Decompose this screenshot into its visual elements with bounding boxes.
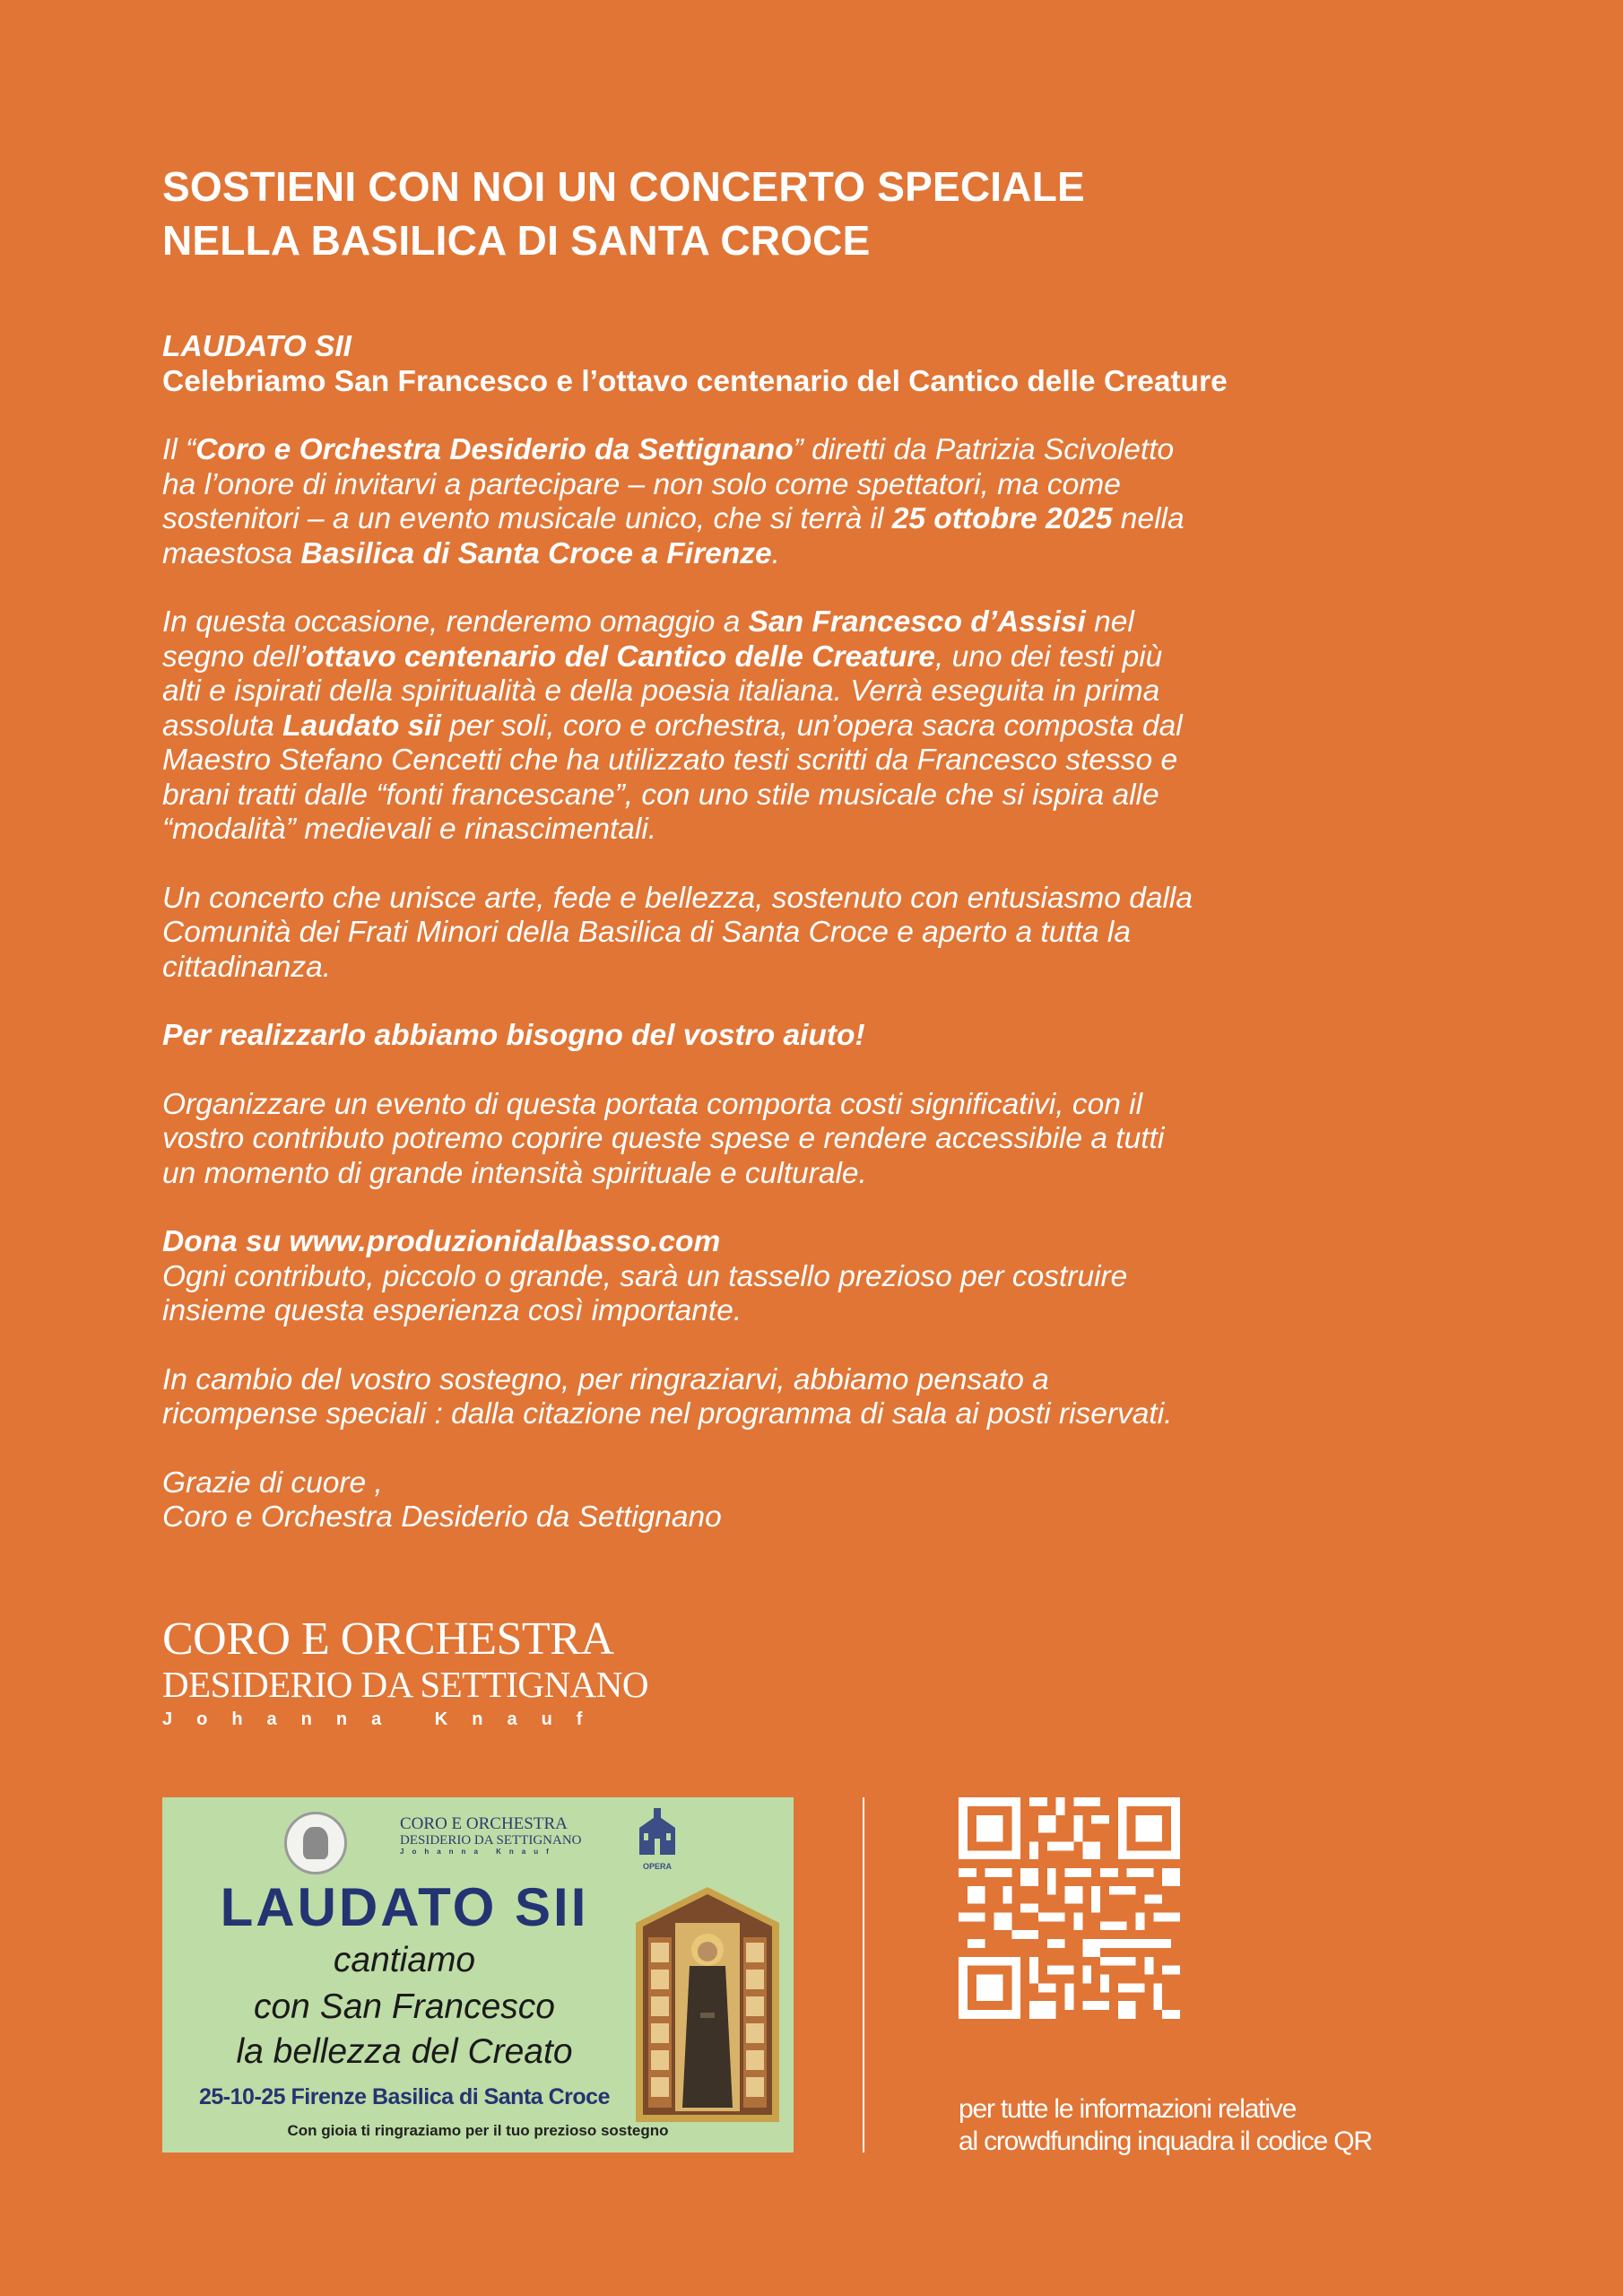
paragraph-6 <box>162 1225 1292 1329</box>
mini-logo-line-3: Johanna Knauf <box>400 1848 557 1856</box>
p3-line-3: cittadinanza. <box>162 950 332 984</box>
concert-banner <box>162 1797 794 2152</box>
banner-title: LAUDATO SII <box>220 1877 589 1937</box>
banner-date-line: 25-10-25 Firenze Basilica di Santa Croce <box>199 2084 610 2109</box>
paragraph-2 <box>162 605 1292 848</box>
p1-line-2: ha l’onore di invitarvi a partecipare – non solo come spettatori, ma come <box>162 467 1121 501</box>
p2-work-title: Laudato sii <box>282 709 441 743</box>
banner-line-2: con San Francesco <box>253 1987 555 2026</box>
p2-text: segno dell’ <box>162 639 307 674</box>
p2-line-1 <box>162 605 1292 640</box>
logo-line-3: Johanna Knauf <box>162 1709 607 1729</box>
intro-subheading: Celebriamo San Francesco e l’ottavo centenario del Cantico delle Creature <box>162 364 1228 398</box>
p2-line-6: brani tratti dalle “fonti francescane”, con uno stile musicale che si ispira alle <box>162 778 1159 812</box>
p2-line-7: “modalità” medievali e rinascimentali. <box>162 813 657 846</box>
qr-caption-line-1: per tutte le informazioni relative <box>959 2094 1297 2124</box>
opera-logo <box>630 1806 684 1878</box>
paragraph-4 <box>162 1019 1292 1054</box>
paragraph-1 <box>162 433 1292 571</box>
intro <box>162 330 1292 399</box>
p6-line-2: Ogni contributo, piccolo o grande, sarà un tassello prezioso per costruire <box>162 1259 1128 1293</box>
p5-line-2: vostro contributo potremo coprire queste spese e rendere accessibile a tutti <box>162 1122 1165 1155</box>
p1-text: Il “ <box>162 433 196 466</box>
p5-line-1: Organizzare un evento di questa portata comporta costi significativi, con il <box>162 1087 1143 1121</box>
banner-line-3: la bellezza del Creato <box>236 2032 573 2071</box>
closing-line-1: Grazie di cuore , <box>162 1465 383 1500</box>
qr-caption-line-2: al crowdfunding inquadra il codice QR <box>959 2126 1372 2156</box>
p1-text: nella <box>1112 502 1185 535</box>
p2-line-4 <box>162 709 1292 744</box>
p2-saint: San Francesco d’Assisi <box>748 605 1086 639</box>
p2-text: , uno dei testi più <box>935 639 1163 674</box>
p1-text: maestosa <box>162 536 301 570</box>
p3-line-2: Comunità dei Frati Minori della Basilica di Santa Croce e aperto a tutta la <box>162 916 1131 949</box>
p1-venue: Basilica di Santa Croce a Firenze <box>300 536 772 570</box>
banner-thanks: Con gioia ti ringraziamo per il tuo prezioso sostegno <box>287 2122 669 2139</box>
p1-text: ” diretti da Patrizia Scivoletto <box>793 433 1175 466</box>
closing-signature: Coro e Orchestra Desiderio da Settignano <box>162 1500 722 1534</box>
banner-line-1: cantiamo <box>333 1941 476 1979</box>
page-title <box>162 160 1418 267</box>
p1-date: 25 ottobre 2025 <box>891 502 1113 535</box>
p7-line-2: ricompense speciali : dalla citazione nel programma di sala ai posti riservati. <box>162 1397 1173 1431</box>
paragraph-5 <box>162 1088 1292 1192</box>
intro-heading: LAUDATO SII <box>162 330 352 363</box>
paragraph-3 <box>162 882 1292 986</box>
mini-logo-line-1: CORO E ORCHESTRA <box>400 1814 568 1833</box>
closing <box>162 1466 1292 1535</box>
p7-line-1: In cambio del vostro sostegno, per ringraziarvi, abbiamo pensato a <box>162 1362 1049 1396</box>
title-line-2: NELLA BASILICA DI SANTA CROCE <box>162 217 871 264</box>
mini-logo-line-2: DESIDERIO DA SETTIGNANO <box>400 1833 582 1848</box>
p2-text: nel <box>1085 605 1134 639</box>
p1-text: . <box>771 536 780 570</box>
qr-code-icon[interactable] <box>959 1797 1180 2019</box>
p2-text: per soli, coro e orchestra, un’opera sacra composta dal <box>440 709 1183 743</box>
p3-line-1: Un concerto che unisce arte, fede e bellezza, sostenuto con entusiasmo dalla <box>162 881 1193 915</box>
qr-caption <box>959 2093 1497 2158</box>
p1-line-4 <box>162 537 1292 572</box>
p2-text: In questa occasione, renderemo omaggio a <box>162 605 749 639</box>
title-line-1: SOSTIENI CON NOI UN CONCERTO SPECIALE <box>162 163 1085 210</box>
help-request: Per realizzarlo abbiamo bisogno del vostro aiuto! <box>162 1019 865 1052</box>
p2-centenary: ottavo centenario del Cantico delle Creature <box>306 639 935 674</box>
vertical-divider <box>863 1797 864 2152</box>
saint-francis-icon <box>636 1887 779 2122</box>
banner-mini-logo <box>400 1814 582 1856</box>
p2-line-2 <box>162 640 1292 675</box>
p6-line-3: insieme questa esperienza così importante. <box>162 1294 742 1327</box>
p1-line-1 <box>162 433 1292 468</box>
opera-label: OPERA <box>642 1862 672 1871</box>
paragraph-7 <box>162 1363 1292 1432</box>
p5-line-3: un momento di grande intensità spirituale e culturale. <box>162 1156 867 1190</box>
letter-body <box>162 330 1292 1570</box>
p2-text: assoluta <box>162 709 283 743</box>
logo-line-2: DESIDERIO DA SETTIGNANO <box>162 1664 648 1705</box>
p1-line-3 <box>162 502 1292 537</box>
choir-logo <box>162 1613 648 1730</box>
p2-line-5: Maestro Stefano Cencetti che ha utilizzato testi scritti da Francesco stesso e <box>162 744 1178 777</box>
p1-text: sostenitori – a un evento musicale unico, che si terrà il <box>162 502 892 535</box>
p1-choir-name: Coro e Orchestra Desiderio da Settignano <box>195 433 794 466</box>
p2-line-3: alti e ispirati della spiritualità e della poesia italiana. Verrà eseguita in prima <box>162 674 1160 708</box>
donate-link[interactable]: Dona su www.produzionidalbasso.com <box>162 1225 721 1258</box>
logo-line-1: CORO E ORCHESTRA <box>162 1613 614 1665</box>
seal-icon <box>284 1812 347 1874</box>
church-icon <box>630 1806 684 1860</box>
